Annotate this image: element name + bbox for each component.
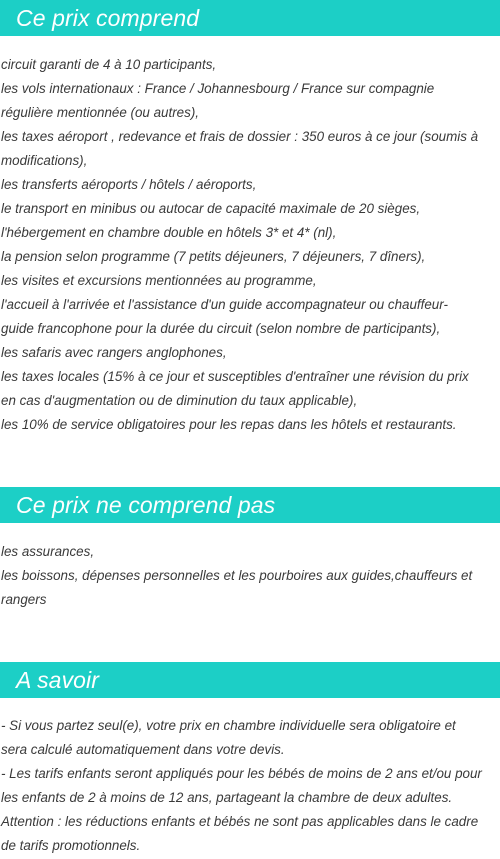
- text-line: modifications),: [1, 153, 88, 168]
- section-body: [0, 53, 500, 437]
- text-line: en cas d'augmentation ou de diminution du taux applicable),: [1, 393, 358, 408]
- text-line: le transport en minibus ou autocar de capacité maximale de 20 sièges,: [1, 201, 421, 216]
- section-header: [0, 0, 500, 36]
- section-title: Ce prix ne comprend pas: [16, 491, 276, 518]
- text-line: les visites et excursions mentionnées au programme,: [1, 273, 317, 288]
- text-line: Attention : les réductions enfants et bébés ne sont pas applicables dans le cadre: [1, 814, 479, 829]
- section-good-to-know: [0, 662, 500, 858]
- section-body: [0, 540, 500, 612]
- text-line: les boissons, dépenses personnelles et les pourboires aux guides,chauffeurs et: [1, 568, 473, 583]
- text-line: les taxes locales (15% à ce jour et susceptibles d'entraîner une révision du prix: [1, 369, 469, 384]
- text-line: la pension selon programme (7 petits déjeuners, 7 déjeuners, 7 dîners),: [1, 249, 426, 264]
- text-line: sera calculé automatiquement dans votre devis.: [1, 742, 285, 757]
- text-line: les vols internationaux : France / Johannesbourg / France sur compagnie: [1, 81, 435, 96]
- text-line: les safaris avec rangers anglophones,: [1, 345, 227, 360]
- text-line: - Les tarifs enfants seront appliqués pour les bébés de moins de 2 ans et/ou pour: [1, 766, 482, 781]
- text-line: les enfants de 2 à moins de 12 ans, partageant la chambre de deux adultes.: [1, 790, 453, 805]
- section-title: A savoir: [16, 666, 100, 693]
- section-body: [0, 714, 500, 858]
- text-line: l'accueil à l'arrivée et l'assistance d'un guide accompagnateur ou chauffeur-: [1, 297, 448, 312]
- text-line: - Si vous partez seul(e), votre prix en chambre individuelle sera obligatoire et: [1, 718, 456, 733]
- section-header: [0, 662, 500, 698]
- text-line: les 10% de service obligatoires pour les repas dans les hôtels et restaurants.: [1, 417, 457, 432]
- text-line: de tarifs promotionnels.: [1, 838, 141, 853]
- text-line: les taxes aéroport , redevance et frais de dossier : 350 euros à ce jour (soumis à: [1, 129, 479, 144]
- text-line: circuit garanti de 4 à 10 participants,: [1, 57, 217, 72]
- section-title: Ce prix comprend: [16, 4, 200, 31]
- text-line: guide francophone pour la durée du circuit (selon nombre de participants),: [1, 321, 441, 336]
- section-header: [0, 487, 500, 523]
- text-line: les transferts aéroports / hôtels / aéroports,: [1, 177, 257, 192]
- text-line: régulière mentionnée (ou autres),: [1, 105, 199, 120]
- text-line: rangers: [1, 592, 47, 607]
- section-price-excludes: [0, 487, 500, 612]
- text-line: les assurances,: [1, 544, 95, 559]
- text-line: l'hébergement en chambre double en hôtels 3* et 4* (nl),: [1, 225, 337, 240]
